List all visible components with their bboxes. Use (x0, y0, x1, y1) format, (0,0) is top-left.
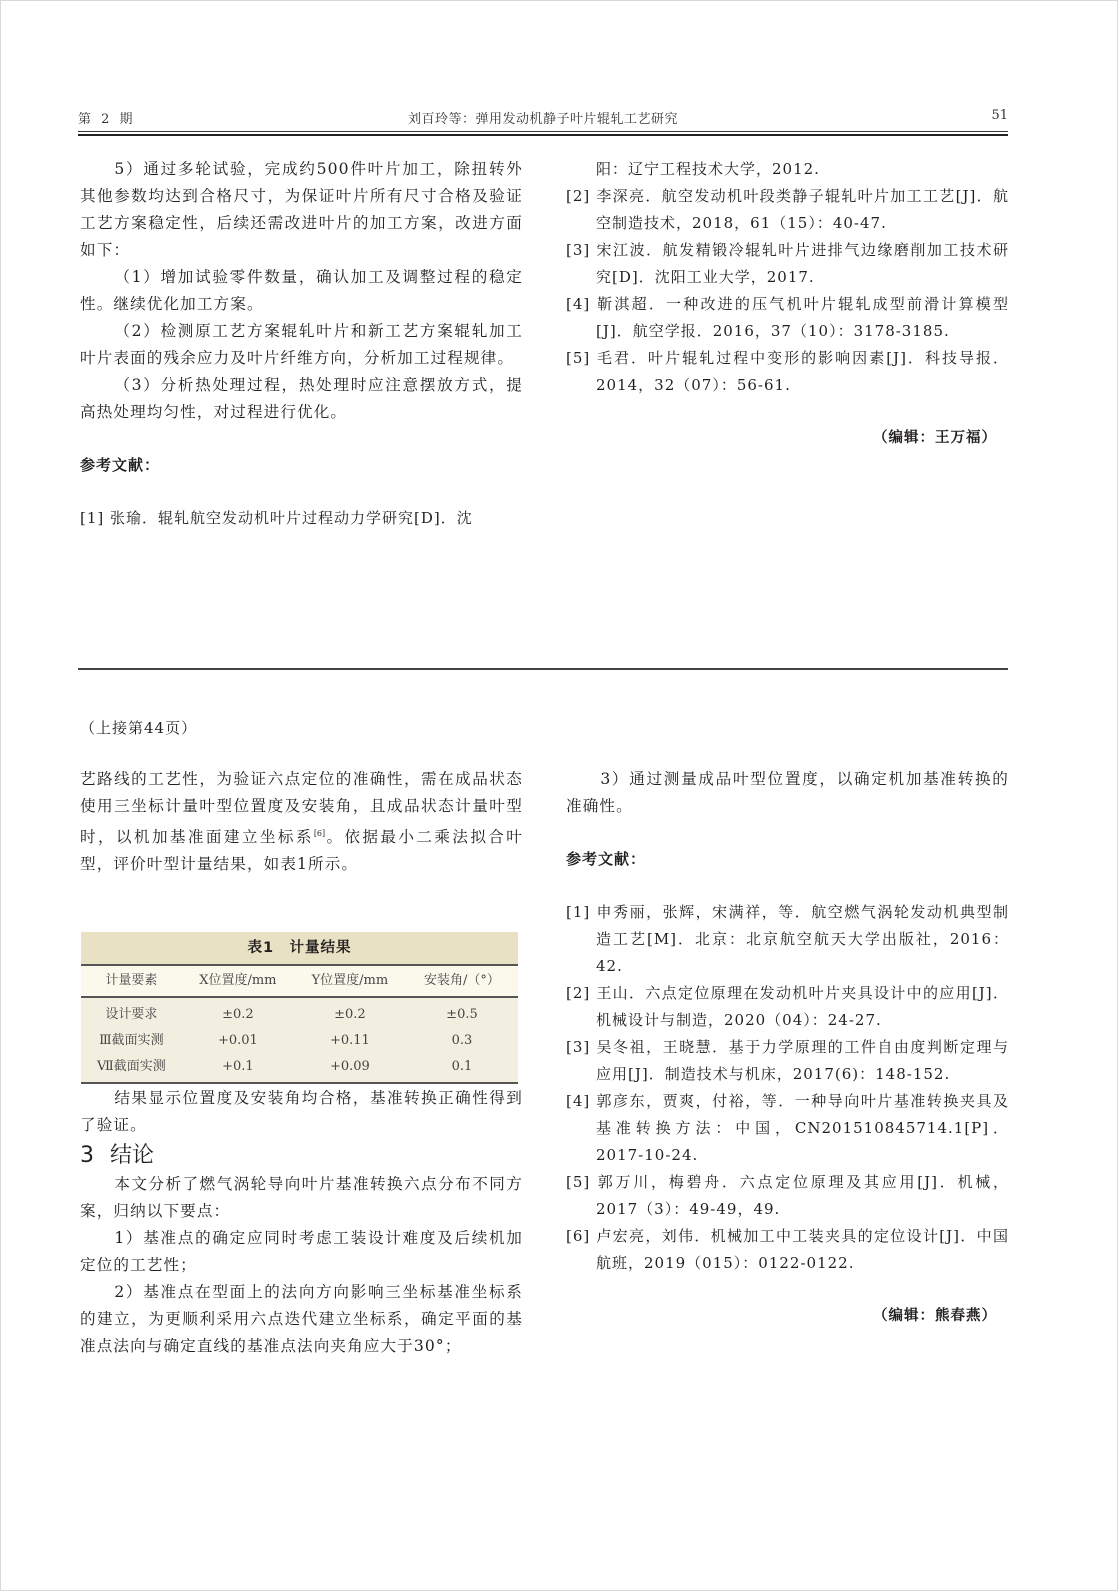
table-cell: ±0.2 (222, 1007, 254, 1022)
section-title: 结论 (110, 1143, 155, 1168)
reference-item-1-part1: [1] 张瑜．辊轧航空发动机叶片过程动力学研究[D]．沈 (80, 509, 473, 527)
table-cell: +0.1 (222, 1059, 254, 1074)
intro-text-after: 。依据最小二乘法拟合叶型，评价叶型计量结果，如表1所示。 (80, 828, 523, 873)
table-header-cell: X位置度/mm (199, 973, 277, 988)
editor-credit: （编辑：王万福） (873, 430, 997, 446)
table-header-cell: 计量要素 (105, 973, 158, 988)
body-paragraph: （1）增加试验零件数量，确认加工及调整过程的稳定性。继续优化加工方案。 (80, 268, 523, 313)
table-row (81, 1054, 518, 1080)
intro-paragraph (80, 766, 523, 878)
reference-item: [5] 郭万川，梅碧舟．六点定位原理及其应用[J]．机械，2017（3）：49-49，49. (566, 1173, 1009, 1218)
top-left-column (80, 156, 523, 532)
references-heading: 参考文献： (566, 850, 647, 868)
table-title: 表1 计量结果 (81, 932, 518, 966)
body-paragraph: （3）分析热处理过程，热处理时应注意摆放方式，提高热处理均匀性，对过程进行优化。 (80, 376, 523, 421)
continued-from-note: （上接第44页） (80, 719, 198, 737)
intro-text: 艺路线的工艺性，为验证六点定位的准确性，需在成品状态使用三坐标计量叶型位置度及安装角，且成品状态计量叶型时，以机加基准面建立坐标系 (80, 770, 523, 846)
table-cell: ±0.2 (334, 1007, 366, 1022)
editor-credit: （编辑：熊春燕） (873, 1308, 997, 1324)
top-right-column (566, 156, 1009, 452)
table-cell: +0.09 (329, 1059, 370, 1074)
body-paragraph: 5）通过多轮试验，完成约500件叶片加工，除扭转外其他参数均达到合格尺寸，为保证叶片所有尺寸合格及验证工艺方案稳定性，后续还需改进叶片的加工方案，改进方面如下： (80, 160, 523, 259)
reference-item: [5] 毛君．叶片辊轧过程中变形的影响因素[J]．科技导报．2014，32（07）：56-61. (566, 349, 1009, 394)
table-cell: Ⅶ截面实测 (97, 1059, 166, 1074)
table-body (81, 998, 518, 1082)
references-heading: 参考文献： (80, 456, 161, 474)
table-row (81, 1028, 518, 1054)
results-table (81, 932, 518, 1084)
table-cell: ±0.5 (446, 1007, 478, 1022)
table-cell: Ⅲ截面实测 (99, 1033, 164, 1048)
running-title: 刘百玲等：弹用发动机静子叶片辊轧工艺研究 (407, 112, 678, 127)
conclusion-point: 1）基准点的确定应同时考虑工装设计难度及后续机加定位的工艺性； (80, 1229, 523, 1274)
result-paragraph: 结果显示位置度及安装角均合格，基准转换正确性得到了验证。 (80, 1089, 523, 1134)
conclusion-paragraph: 本文分析了燃气涡轮导向叶片基准转换六点分布不同方案，归纳以下要点： (80, 1175, 523, 1220)
bottom-left-column (80, 766, 523, 878)
reference-item: [1] 申秀丽，张辉，宋满祥，等．航空燃气涡轮发动机典型制造工艺[M]．北京：北京航空航天大学出版社，2016：42. (566, 903, 1009, 975)
reference-item: [2] 李深亮．航空发动机叶段类静子辊轧叶片加工工艺[J]．航空制造技术，2018，61（15）：40-47. (566, 187, 1009, 232)
issue-number: 第 2 期 (78, 112, 136, 127)
table-cell: 0.1 (451, 1059, 473, 1074)
section-number: 3 (80, 1143, 94, 1168)
header-rule-thick (78, 134, 1008, 136)
body-paragraph: （2）检测原工艺方案辊轧叶片和新工艺方案辊轧加工叶片表面的残余应力及叶片纤维方向，分析加工过程规律。 (80, 322, 523, 367)
table-cell: 设计要求 (105, 1007, 158, 1022)
table-header-row (81, 966, 518, 998)
table-row (81, 1002, 518, 1028)
section-divider (78, 668, 1008, 670)
running-header (78, 108, 1008, 130)
reference-item: [3] 吴冬祖，王晓慧．基于力学原理的工件自由度判断定理与应用[J]．制造技术与机床，2017(6)：148-152. (566, 1038, 1009, 1083)
header-rule-thin (78, 131, 1008, 132)
conclusion-point: 3）通过测量成品叶型位置度，以确定机加基准转换的准确性。 (566, 770, 1009, 815)
citation-marker: [6] (313, 829, 326, 838)
reference-item: [2] 王山．六点定位原理在发动机叶片夹具设计中的应用[J]．机械设计与制造，2020（04）：24-27. (566, 984, 1009, 1029)
table-header-cell: 安装角/（°） (424, 973, 500, 988)
section-heading (80, 1141, 523, 1171)
reference-item: [3] 宋江波．航发精锻冷辊轧叶片进排气边缘磨削加工技术研究[D]．沈阳工业大学，2017. (566, 241, 1009, 286)
reference-item: [6] 卢宏亮，刘伟．机械加工中工装夹具的定位设计[J]．中国航班，2019（015）：0122-0122. (566, 1227, 1009, 1272)
bottom-left-column-continued (80, 1085, 523, 1360)
conclusion-point: 2）基准点在型面上的法向方向影响三坐标基准坐标系的建立，为更顺利采用六点迭代建立坐标系，确定平面的基准点法向与确定直线的基准点法向夹角应大于30°； (80, 1283, 523, 1355)
reference-item: [4] 靳淇超．一种改进的压气机叶片辊轧成型前滑计算模型[J]．航空学报．2016，37（10）：3178-3185. (566, 295, 1009, 340)
table-cell: +0.11 (329, 1033, 370, 1048)
table-cell: 0.3 (451, 1033, 473, 1048)
table-cell: +0.01 (217, 1033, 258, 1048)
page-number: 51 (991, 108, 1008, 123)
reference-item-1-part2: 阳：辽宁工程技术大学，2012. (596, 160, 820, 178)
reference-item: [4] 郭彦东，贾爽，付裕，等．一种导向叶片基准转换夹具及基准转换方法：中国，CN201510845714.1[P]．2017-10-24. (566, 1092, 1009, 1164)
table-header-cell: Y位置度/mm (311, 973, 389, 988)
bottom-right-column (566, 766, 1009, 1330)
